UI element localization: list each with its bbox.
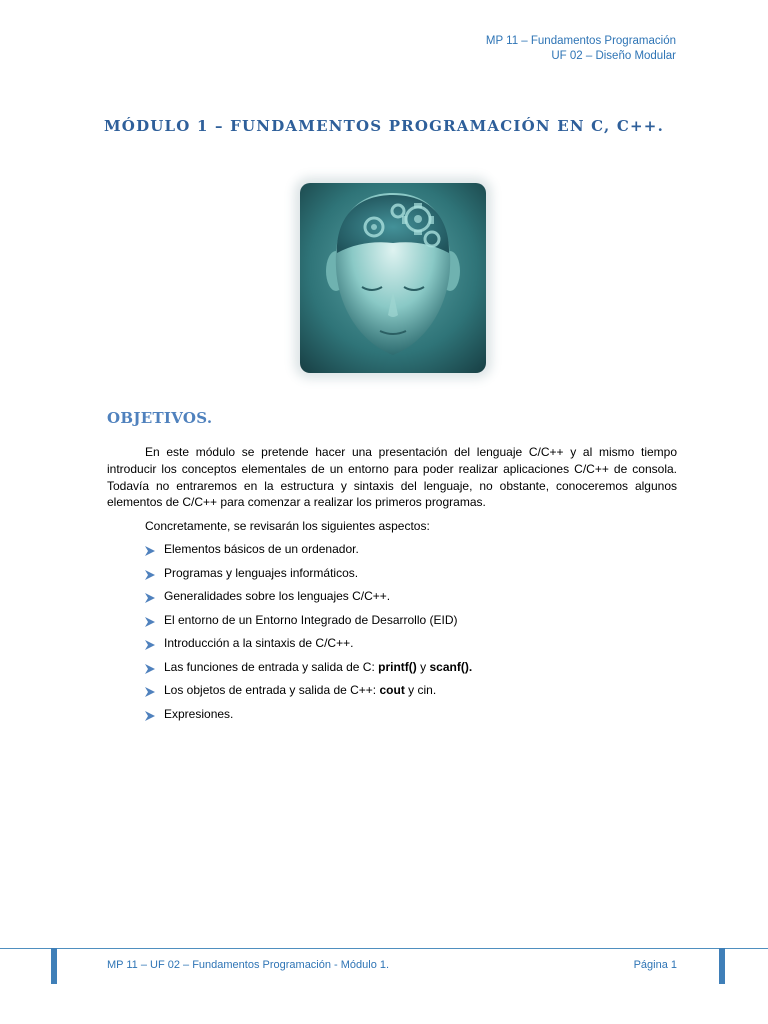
arrow-bullet-icon [145,635,164,654]
arrow-bullet-icon [145,541,164,560]
code-scanf: scanf() [429,659,469,674]
footer-page-number: Página 1 [633,959,677,971]
page-header [486,34,676,64]
arrow-bullet-icon [145,706,164,725]
footer-right-bar [719,948,725,984]
arrow-bullet-icon [145,612,164,631]
code-cout: cout [379,683,405,697]
footer-divider [0,948,768,949]
footer-document-name: MP 11 – UF 02 – Fundamentos Programación - Módulo 1. [107,959,390,971]
list-item: Las funciones de entrada y salida de C: printf() y scanf(). [145,659,472,683]
section-heading: OBJETIVOS. [107,409,213,427]
body-paragraph [107,444,677,511]
list-intro: Concretamente, se revisarán los siguientes aspectos: [145,519,430,533]
code-printf: printf() [378,659,417,674]
list-item: El entorno de un Entorno Integrado de Desarrollo (EID) [145,612,472,636]
arrow-bullet-icon [145,588,164,607]
arrow-bullet-icon [145,659,164,678]
header-unit: UF 02 – Diseño Modular [551,50,676,62]
list-item: Generalidades sobre los lenguajes C/C++. [145,588,472,612]
head-gears-illustration [300,183,486,373]
footer-left-bar [51,948,57,984]
arrow-bullet-icon [145,682,164,701]
header-course: MP 11 – Fundamentos Programación [485,35,676,47]
list-item: Introducción a la sintaxis de C/C++. [145,635,472,659]
objectives-list [145,541,472,729]
paragraph-text: En este módulo se pretende hacer una presentación del lenguaje C/C++ y al mismo tiempo introducir los conceptos elementales de un entorno para poder realizar aplicaciones C/C++ de consola. Todavía no entraremos en la estructura y sintaxis del lenguaje, no obstante, conoceremos algunos elementos de C/C++ para comenzar a realizar los primeros programas. [107,445,677,510]
document-title: MÓDULO 1 – FUNDAMENTOS PROGRAMACIÓN EN C, C++. [104,117,664,135]
list-item: Programas y lenguajes informáticos. [145,565,472,589]
list-item: Elementos básicos de un ordenador. [145,541,472,565]
list-item: Los objetos de entrada y salida de C++: cout y cin. [145,682,472,706]
list-item: Expresiones. [145,706,472,730]
arrow-bullet-icon [145,565,164,584]
